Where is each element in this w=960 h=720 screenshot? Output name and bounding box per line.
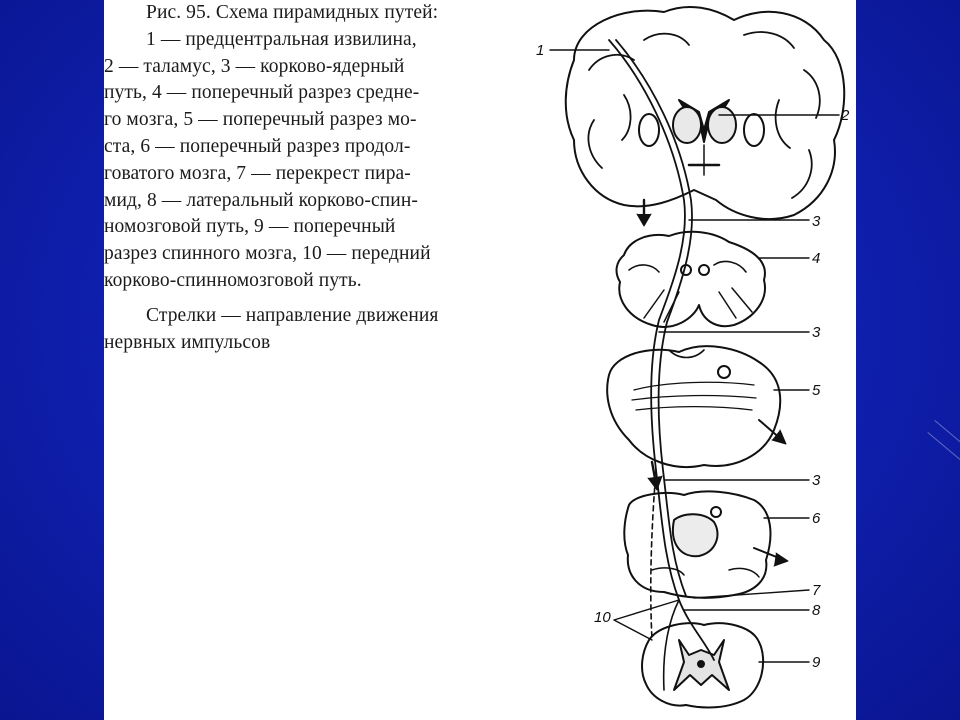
caption-line: путь, 4 — поперечный разрез средне- bbox=[104, 82, 420, 104]
caption-arrows-line: нервных импульсов bbox=[104, 331, 271, 353]
label-8: 8 bbox=[812, 602, 821, 619]
label-6: 6 bbox=[812, 510, 821, 527]
caption-line: корково-спинномозговой путь. bbox=[104, 269, 362, 291]
caption-arrows-line: Стрелки — направление движения bbox=[146, 304, 439, 326]
caption-line: говатого мозга, 7 — перекрест пира- bbox=[104, 162, 411, 184]
leader-line bbox=[614, 600, 679, 640]
label-9: 9 bbox=[812, 654, 821, 671]
midbrain-section bbox=[617, 232, 765, 327]
label-10: 10 bbox=[594, 609, 611, 626]
caption-line: 1 — предцентральная извилина, bbox=[146, 28, 417, 50]
label-3a: 3 bbox=[812, 213, 821, 230]
label-4: 4 bbox=[812, 250, 821, 267]
thalamus bbox=[673, 107, 701, 143]
brain-section bbox=[566, 7, 845, 219]
caption-line: разрез спинного мозга, 10 — передний bbox=[104, 243, 431, 265]
label-2: 2 bbox=[841, 107, 850, 124]
caption-line: Рис. 95. Схема пирамидных путей: bbox=[146, 2, 439, 23]
leader-line bbox=[694, 590, 809, 598]
label-7: 7 bbox=[812, 582, 821, 599]
caption-line: ста, 6 — поперечный разрез продол- bbox=[104, 135, 411, 157]
label-3c: 3 bbox=[812, 472, 821, 489]
caption-line: мид, 8 — латеральный корково-спин- bbox=[104, 189, 418, 211]
label-1: 1 bbox=[536, 42, 545, 59]
caption-line: 2 — таламус, 3 — корково-ядерный bbox=[104, 55, 405, 77]
label-3b: 3 bbox=[812, 324, 821, 341]
caption-line: го мозга, 5 — поперечный разрез мо- bbox=[104, 109, 417, 131]
pyramidal-tracts-diagram bbox=[104, 0, 856, 720]
anterior-tract bbox=[651, 470, 656, 640]
label-5: 5 bbox=[812, 382, 821, 399]
inferior-olive bbox=[673, 514, 718, 556]
caption-line: номозговой путь, 9 — поперечный bbox=[104, 216, 396, 238]
slide bbox=[104, 0, 856, 720]
